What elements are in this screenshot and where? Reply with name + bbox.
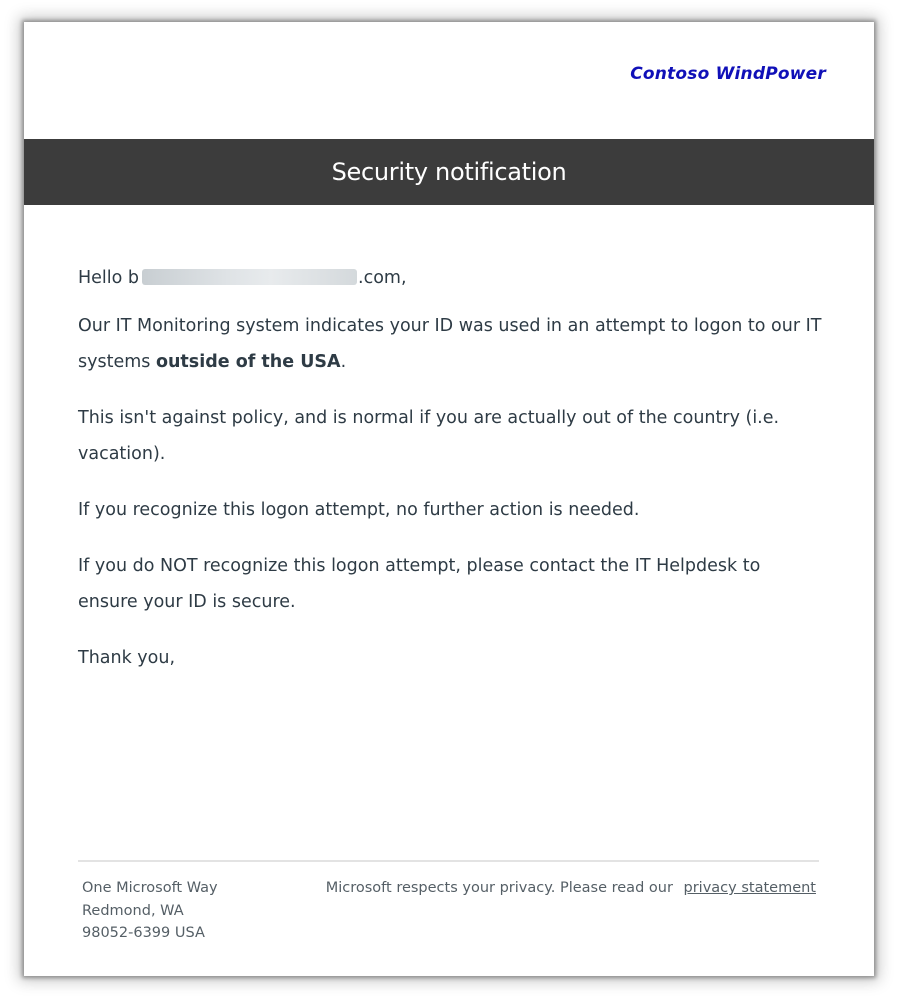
privacy-statement-link[interactable]: privacy statement	[683, 880, 816, 896]
brand-logo: Contoso WindPower	[630, 64, 826, 84]
email-body	[78, 260, 823, 676]
signoff: Thank you,	[78, 648, 176, 668]
paragraph-monitoring-bold: outside of the USA	[155, 352, 341, 372]
footer-address	[82, 877, 218, 945]
footer-divider	[78, 860, 819, 862]
header-banner	[24, 139, 874, 205]
paragraph-not-recognize: If you do NOT recognize this logon attempt, please contact the IT Helpdesk to ensure your ID is secure.	[78, 556, 761, 612]
paragraph-monitoring	[78, 308, 823, 380]
email-frame	[24, 22, 874, 976]
paragraph-monitoring-end: .	[340, 352, 347, 372]
privacy-text: Microsoft respects your privacy. Please read our	[325, 880, 673, 896]
paragraph-monitoring-text: Our IT Monitoring system indicates your ID was used in an attempt to logon to our IT systems	[78, 316, 822, 372]
address-line-1: One Microsoft Way	[82, 880, 218, 896]
greeting	[78, 260, 823, 296]
footer-privacy	[326, 877, 816, 900]
greeting-prefix: Hello b	[78, 268, 140, 288]
address-line-2: Redmond, WA	[82, 902, 184, 919]
paragraph-recognize: If you recognize this logon attempt, no further action is needed.	[78, 500, 640, 520]
paragraph-policy: This isn't against policy, and is normal if you are actually out of the country (i.e. vacation).	[78, 408, 780, 464]
redacted-email	[142, 269, 357, 285]
address-line-3: 98052-6399 USA	[82, 925, 205, 941]
banner-title: Security notification	[331, 158, 567, 186]
greeting-suffix: .com,	[358, 268, 407, 288]
